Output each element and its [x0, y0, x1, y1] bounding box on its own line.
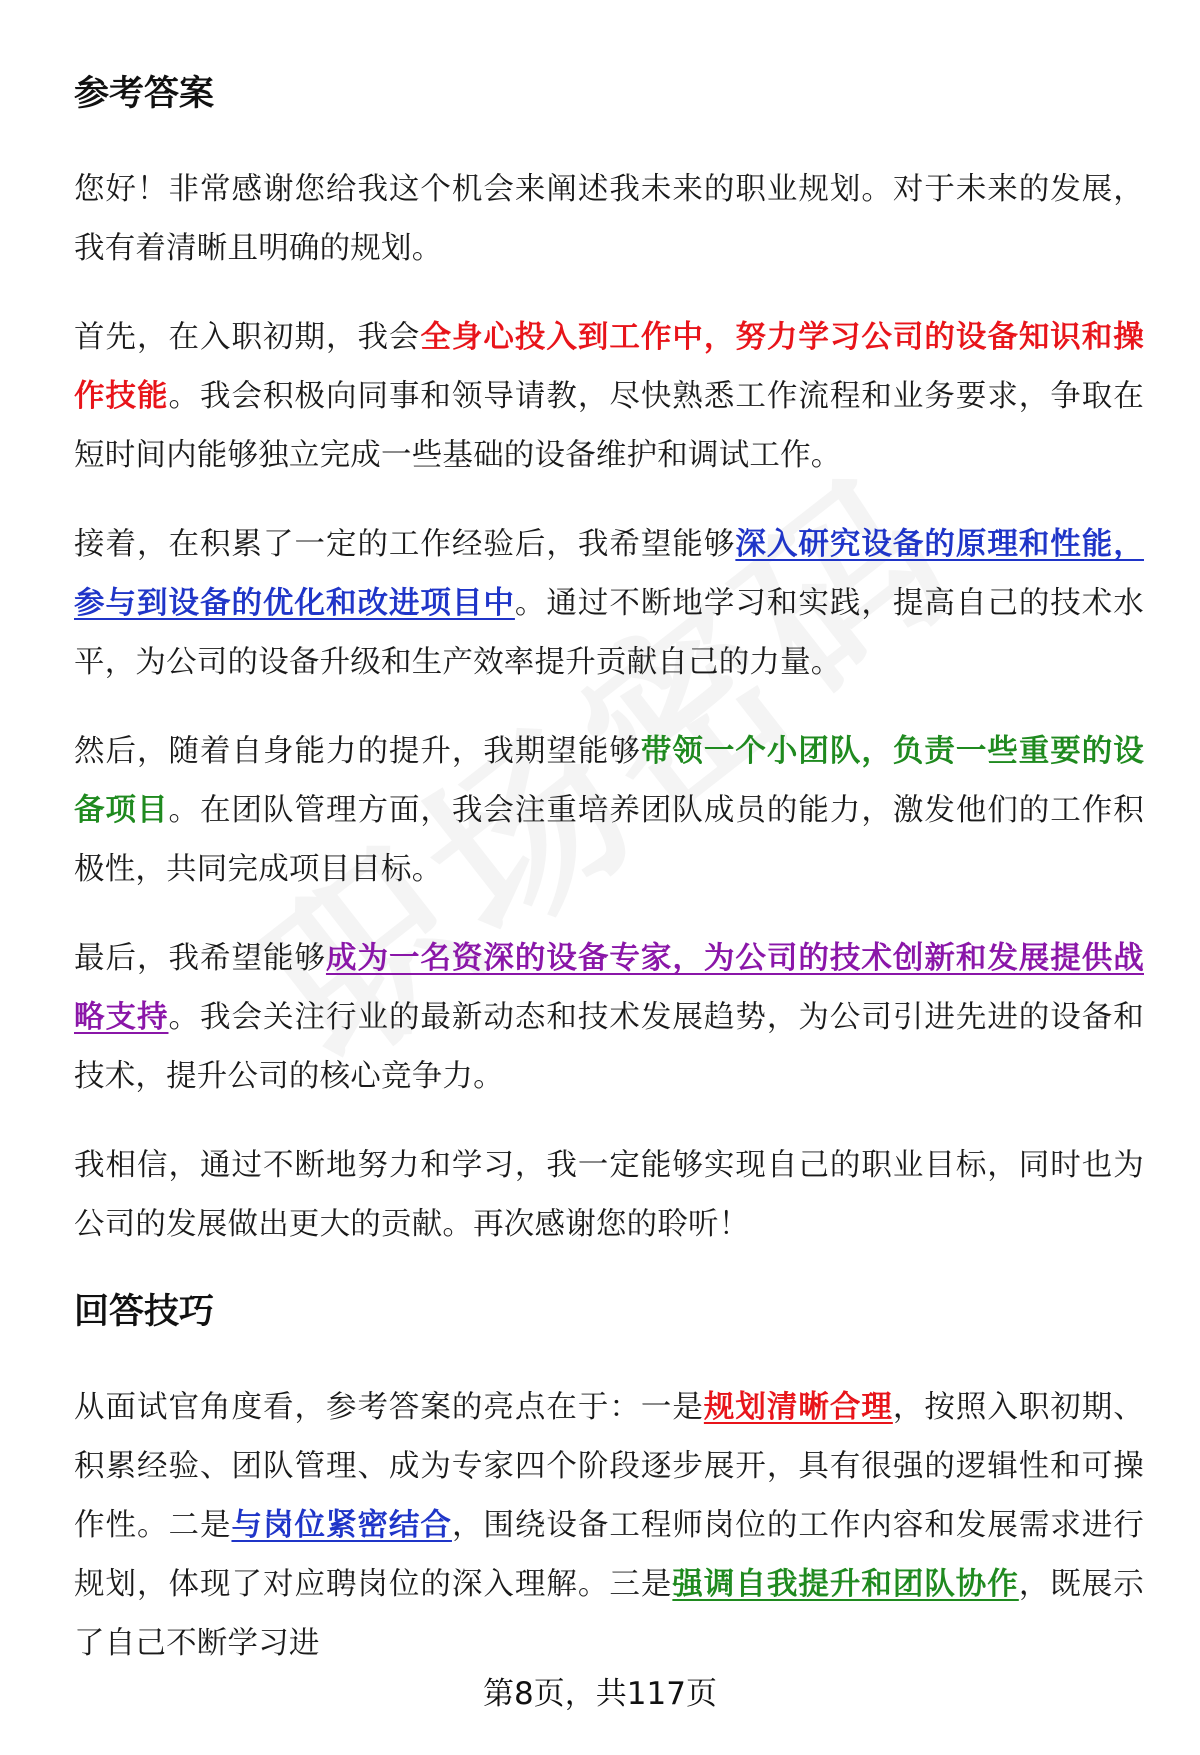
p4-lead-text: 然后，随着自身能力的提升，我期望能够: [74, 734, 641, 769]
heading-answer-tips: 回答技巧: [74, 1292, 215, 1332]
p3-tail-text: 。通过不断地学习和实践，提高自己的技术水平，为公司的设备升级和生产效率提升贡献自己的力量。: [74, 586, 1144, 680]
page-content: [74, 66, 1144, 1703]
p2-tail-text: 。我会积极向同事和领导请教，尽快熟悉工作流程和业务要求，争取在短时间内能够独立完成一些基础的设备维护和调试工作。: [74, 379, 1144, 473]
p4-highlight: 带领一个小团队，负责一些重要的设备项目: [74, 734, 1144, 828]
p3-highlight: 深入研究设备的原理和性能，参与到设备的优化和改进项目中: [74, 527, 1144, 621]
p2-lead-text: 首先，在入职初期，我会: [74, 320, 421, 355]
p5-highlight: 成为一名资深的设备专家，为公司的技术创新和发展提供战略支持: [74, 941, 1144, 1035]
answer-paragraph-6: 我相信，通过不断地努力和学习，我一定能够实现自己的职业目标，同时也为公司的发展做出更大的贡献。再次感谢您的聆听！: [74, 1148, 1144, 1242]
p4-tail-text: 。在团队管理方面，我会注重培养团队成员的能力，激发他们的工作积极性，共同完成项目目标。: [74, 793, 1144, 887]
heading-reference-answer: 参考答案: [74, 74, 215, 114]
tips-text-4: ，既展示了自己不断学习进: [74, 1567, 1144, 1661]
answer-paragraph-3: [74, 515, 1144, 692]
tips-text-2: ，按照入职初期、积累经验、团队管理、成为专家四个阶段逐步展开，具有很强的逻辑性和可操作性。二是: [74, 1390, 1144, 1543]
tips-paragraph: [74, 1378, 1144, 1673]
tips-text-3: ，围绕设备工程师岗位的工作内容和发展需求进行规划，体现了对应聘岗位的深入理解。三是: [74, 1508, 1145, 1602]
p2-highlight: 全身心投入到工作中，努力学习公司的设备知识和操作技能: [74, 320, 1144, 414]
p3-lead-text: 接着，在积累了一定的工作经验后，我希望能够: [74, 527, 736, 562]
answer-paragraph-2: [74, 308, 1144, 485]
tips-highlight-2: 与岗位紧密结合: [231, 1508, 452, 1543]
p5-tail-text: 。我会关注行业的最新动态和技术发展趋势，为公司引进先进的设备和技术，提升公司的核心竞争力。: [74, 1000, 1144, 1094]
page-number-footer: 第8页，共117页: [483, 1676, 717, 1712]
tips-highlight-1: 规划清晰合理: [703, 1390, 893, 1425]
tips-highlight-3: 强调自我提升和团队协作: [672, 1567, 1019, 1602]
answer-paragraph-1: 您好！非常感谢您给我这个机会来阐述我未来的职业规划。对于未来的发展，我有着清晰且明确的规划。: [74, 172, 1144, 266]
tips-text-1: 从面试官角度看，参考答案的亮点在于：一是: [74, 1390, 704, 1425]
answer-paragraph-4: [74, 722, 1144, 899]
p5-lead-text: 最后，我希望能够: [74, 941, 326, 976]
answer-paragraph-5: [74, 929, 1144, 1106]
